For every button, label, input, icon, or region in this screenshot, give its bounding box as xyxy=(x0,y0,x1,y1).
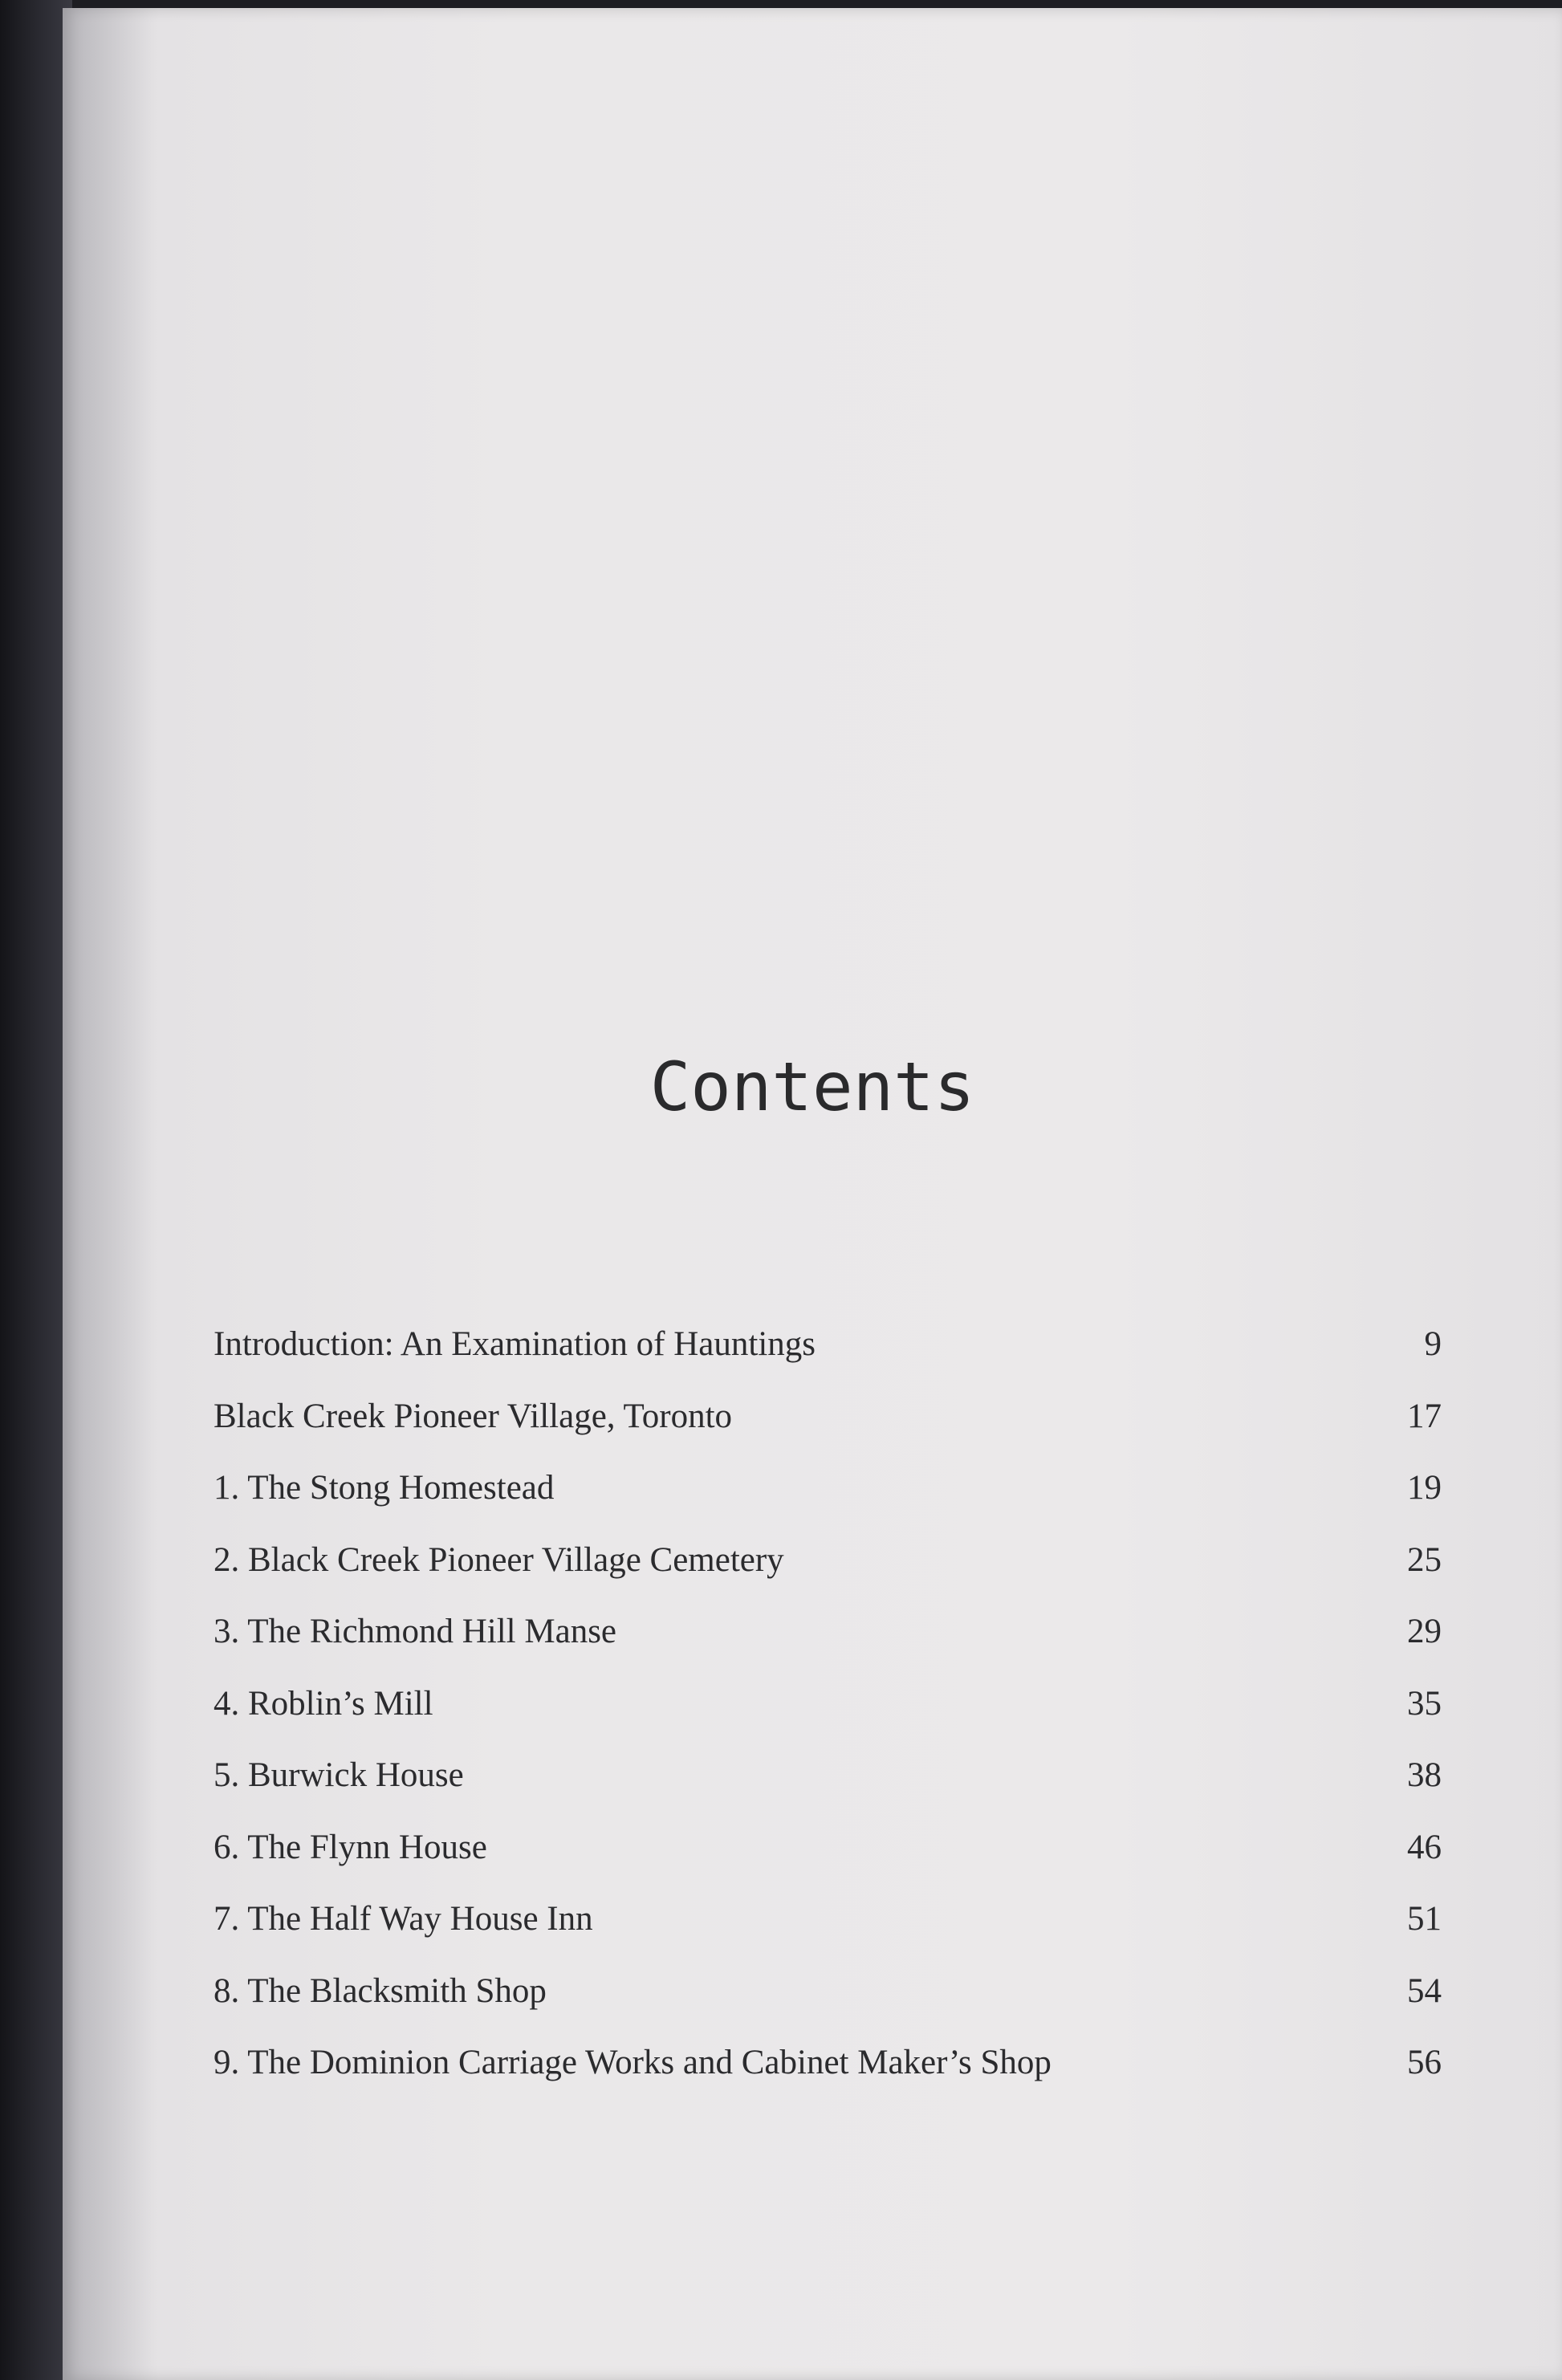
toc-entry xyxy=(214,1308,1442,1381)
toc-entry-title: 8. The Blacksmith Shop xyxy=(214,1971,547,2010)
toc-entry-title: 1. The Stong Homestead xyxy=(214,1469,555,1507)
toc-entry xyxy=(214,1668,1442,1740)
toc-entry xyxy=(214,1381,1442,1453)
gutter-shadow xyxy=(63,8,159,2380)
toc-entry xyxy=(214,2027,1442,2099)
toc-entry-title: Introduction: An Examination of Hauntings xyxy=(214,1325,816,1363)
toc-entry xyxy=(214,1524,1442,1597)
toc-entry-page: 51 xyxy=(1407,1900,1442,1938)
toc-entry-page: 56 xyxy=(1407,2044,1442,2081)
toc-entry xyxy=(214,1596,1442,1668)
toc-entry-title: 2. Black Creek Pioneer Village Cemetery xyxy=(214,1540,784,1579)
toc-entry-page: 19 xyxy=(1407,1469,1442,1507)
book-page xyxy=(63,8,1562,2380)
toc-entry-page: 35 xyxy=(1407,1684,1442,1723)
contents-heading: Contents xyxy=(649,1048,975,1126)
table-of-contents xyxy=(214,1308,1442,2099)
toc-entry-title: 5. Burwick House xyxy=(214,1756,464,1794)
toc-entry xyxy=(214,1739,1442,1812)
toc-entry-page: 25 xyxy=(1407,1540,1442,1579)
toc-entry-page: 38 xyxy=(1407,1756,1442,1794)
toc-entry xyxy=(214,1452,1442,1524)
toc-entry-title: Black Creek Pioneer Village, Toronto xyxy=(214,1397,733,1435)
toc-entry-title: 6. The Flynn House xyxy=(214,1828,487,1866)
toc-entry-title: 7. The Half Way House Inn xyxy=(214,1900,593,1938)
toc-entry-page: 9 xyxy=(1424,1325,1442,1363)
toc-entry-title: 4. Roblin’s Mill xyxy=(214,1684,433,1723)
toc-entry-page: 54 xyxy=(1407,1971,1442,2010)
toc-entry xyxy=(214,1883,1442,1955)
toc-entry-title: 3. The Richmond Hill Manse xyxy=(214,1613,617,1650)
toc-entry-page: 46 xyxy=(1407,1828,1442,1866)
toc-entry-title: 9. The Dominion Carriage Works and Cabinet Maker’s Shop xyxy=(214,2044,1052,2081)
book-spine-edge xyxy=(0,0,72,2380)
toc-entry-page: 29 xyxy=(1407,1613,1442,1650)
toc-entry xyxy=(214,1955,1442,2028)
toc-entry-page: 17 xyxy=(1407,1397,1442,1435)
toc-entry xyxy=(214,1812,1442,1884)
